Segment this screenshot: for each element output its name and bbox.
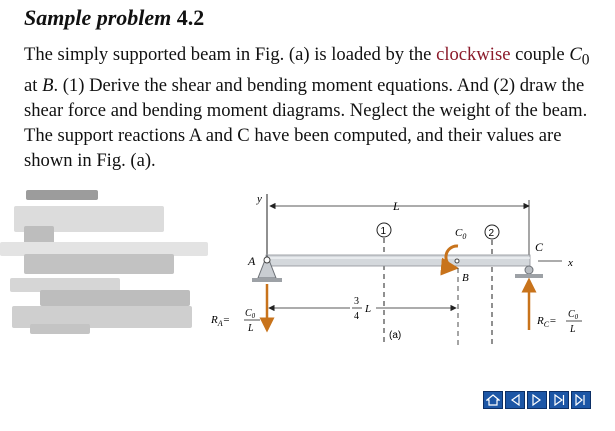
problem-text-part: The simply supported beam in Fig. (a) is loaded by the: [24, 44, 437, 65]
reaction-c-den: L: [570, 324, 576, 335]
section-1-label: 1: [380, 226, 387, 237]
reaction-a-den: L: [248, 323, 254, 334]
point-c-label: C: [535, 240, 544, 254]
point-b-marker: [455, 259, 459, 263]
beam-figure: [200, 188, 600, 360]
next-page-button[interactable]: [549, 391, 569, 409]
reaction-a-label: $R_A=$: [211, 314, 231, 328]
prev-page-button[interactable]: [527, 391, 547, 409]
roller-support-c-ground: [515, 274, 543, 278]
pin-support-a-hinge: [264, 257, 270, 263]
couple-symbol: C: [569, 44, 582, 65]
reaction-c-label: $R_C=$: [537, 315, 557, 329]
first-page-button[interactable]: [505, 391, 525, 409]
couple-label: $C_0$: [455, 227, 467, 241]
title-number: 4.2: [176, 5, 205, 30]
blurred-region: [0, 186, 208, 346]
home-icon: [486, 394, 500, 406]
first-page-icon: [509, 394, 521, 406]
problem-text-part: at: [24, 74, 43, 96]
dim-l: L: [365, 303, 372, 315]
reaction-c-num: $C_0$: [568, 309, 579, 321]
point-a-label: A: [248, 254, 256, 268]
x-axis-label: x: [568, 257, 573, 269]
problem-statement: [24, 42, 604, 173]
reaction-a-num: $C_0$: [245, 308, 256, 320]
page-title: [24, 5, 204, 31]
point-b-label: B: [42, 74, 54, 96]
figure-caption: (a): [389, 330, 402, 341]
clockwise-highlight: clockwise: [436, 44, 511, 65]
problem-text-part: couple: [515, 44, 570, 65]
prev-page-icon: [531, 394, 543, 406]
section-2-label: 2: [488, 228, 495, 239]
dim-den: 4: [354, 311, 359, 322]
dim-num: 3: [354, 296, 359, 307]
problem-text-part: . (1) Derive the shear and bending moment equations. And (2) draw the shear force and bending moment diagrams. Neglect the weight of the beam. The support reactions A and C have been computed, and their values are shown in Fig. (a).: [24, 74, 588, 171]
title-word: Sample problem: [24, 5, 172, 30]
home-button[interactable]: [483, 391, 503, 409]
next-page-icon: [553, 394, 565, 406]
pin-support-a-ground: [252, 278, 282, 282]
beam: [266, 255, 530, 266]
last-page-button[interactable]: [571, 391, 591, 409]
couple-subscript: 0: [581, 51, 590, 69]
y-axis-label: y: [257, 193, 262, 205]
span-label: L: [393, 199, 400, 213]
point-b-label: B: [462, 272, 469, 284]
roller-support-c: [525, 266, 533, 274]
last-page-icon: [575, 394, 587, 406]
slide-navigation: [483, 391, 591, 409]
